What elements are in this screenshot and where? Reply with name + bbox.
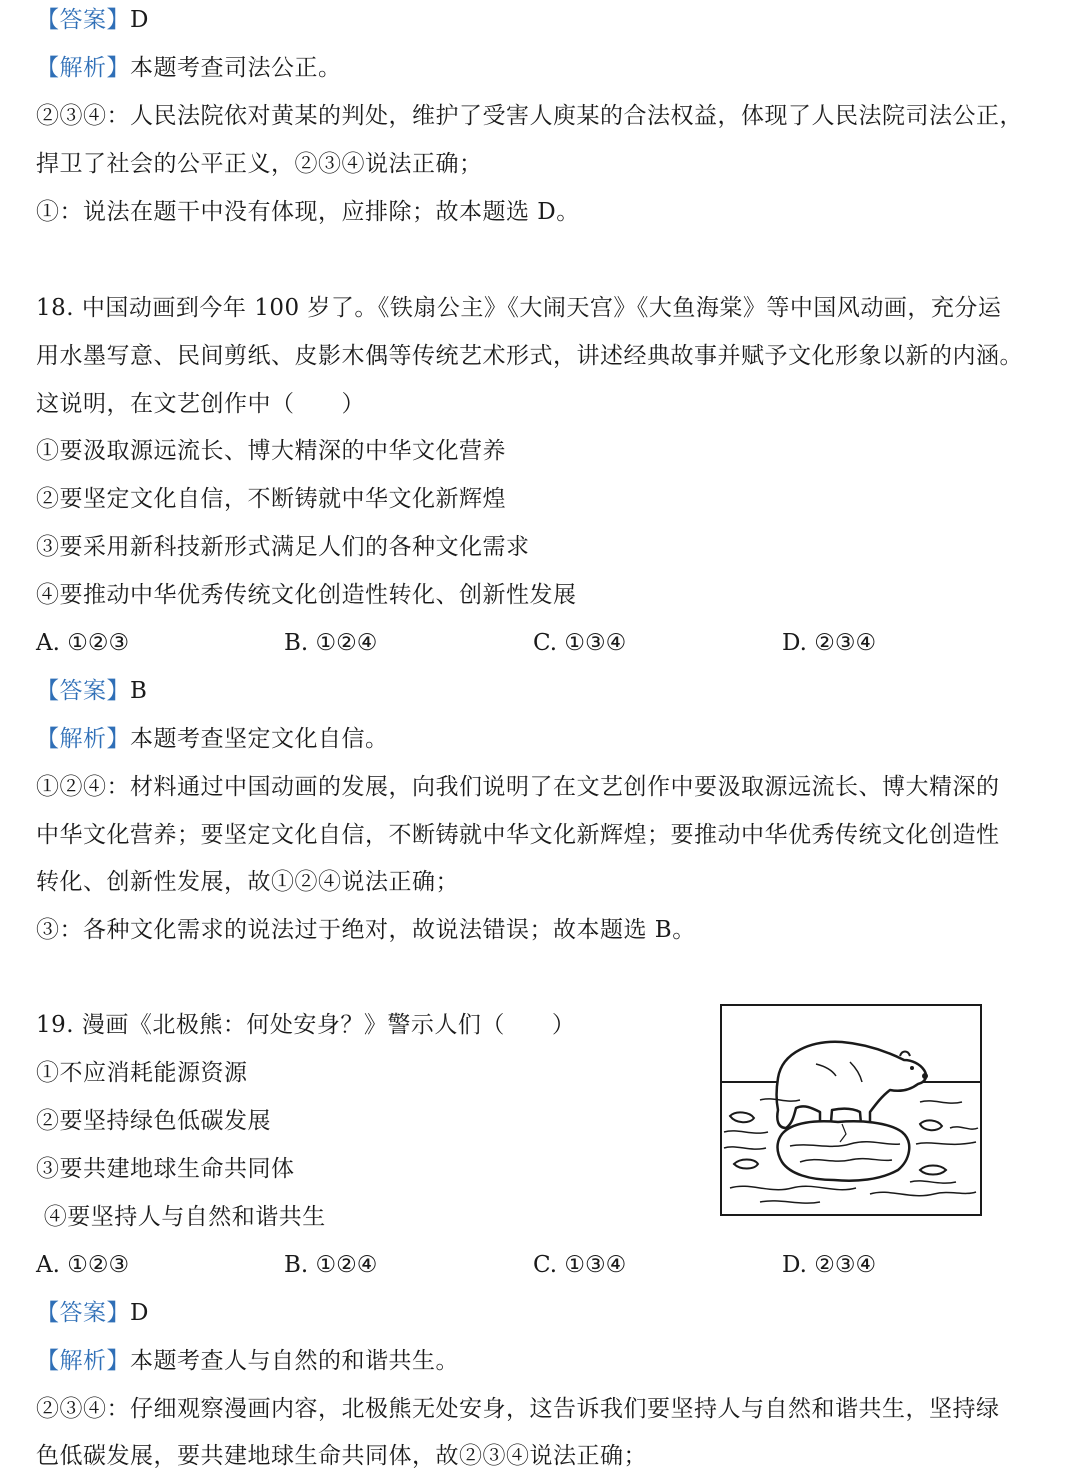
analysis-tag: 【解析】	[36, 1348, 130, 1374]
answer-line-18	[36, 676, 147, 706]
question-19-item: ②要坚持绿色低碳发展	[36, 1108, 271, 1134]
question-18-item: ③要采用新科技新形式满足人们的各种文化需求	[36, 534, 530, 560]
explanation-line: 捍卫了社会的公平正义，②③④说法正确；	[36, 151, 483, 177]
answer-value: B	[130, 678, 148, 704]
answer-tag: 【答案】	[36, 7, 130, 33]
explanation-line: 转化、创新性发展，故①②④说法正确；	[36, 869, 459, 895]
question-18-option-a: A. ①②③	[36, 630, 130, 656]
question-19-stem: 19. 漫画《北极熊：何处安身？》警示人们（ ）	[36, 1012, 576, 1038]
question-18-option-b: B. ①②④	[284, 630, 378, 656]
explanation-line: ②③④：人民法院依对黄某的判处，维护了受害人庾某的合法权益，体现了人民法院司法公正，	[36, 103, 1023, 129]
question-18-option-c: C. ①③④	[533, 630, 627, 656]
answer-value: D	[130, 7, 149, 33]
question-19-option-b: B. ①②④	[284, 1252, 378, 1278]
explanation-line: 色低碳发展，要共建地球生命共同体，故②③④说法正确；	[36, 1443, 647, 1469]
question-18-stem: 这说明，在文艺创作中（ ）	[36, 391, 365, 417]
analysis-text: 本题考查司法公正。	[130, 55, 342, 81]
question-19-item: ③要共建地球生命共同体	[36, 1156, 295, 1182]
explanation-line: ①②④：材料通过中国动画的发展，向我们说明了在文艺创作中要汲取源远流长、博大精深的	[36, 774, 1000, 800]
analysis-text: 本题考查坚定文化自信。	[130, 726, 389, 752]
question-18-item: ④要推动中华优秀传统文化创造性转化、创新性发展	[36, 582, 577, 608]
analysis-text: 本题考查人与自然的和谐共生。	[130, 1348, 459, 1374]
explanation-line: ②③④：仔细观察漫画内容，北极熊无处安身，这告诉我们要坚持人与自然和谐共生，坚持绿	[36, 1396, 1000, 1422]
question-19-item: ①不应消耗能源资源	[36, 1060, 248, 1086]
analysis-line-18	[36, 724, 389, 754]
explanation-line: ③：各种文化需求的说法过于绝对，故说法错误；故本题选 B。	[36, 917, 696, 943]
question-18-stem: 18. 中国动画到今年 100 岁了。《铁扇公主》《大闹天宫》《大鱼海棠》等中国风动画，充分运	[36, 295, 1002, 321]
analysis-tag: 【解析】	[36, 726, 130, 752]
question-19-option-d: D. ②③④	[782, 1252, 877, 1278]
explanation-line: 中华文化营养；要坚定文化自信，不断铸就中华文化新辉煌；要推动中华优秀传统文化创造性	[36, 822, 1000, 848]
answer-line-17	[36, 5, 149, 35]
question-19-option-c: C. ①③④	[533, 1252, 627, 1278]
answer-tag: 【答案】	[36, 678, 130, 704]
question-19-item: ④要坚持人与自然和谐共生	[36, 1204, 326, 1230]
question-18-stem: 用水墨写意、民间剪纸、皮影木偶等传统艺术形式，讲述经典故事并赋予文化形象以新的内涵。	[36, 343, 1023, 369]
answer-tag: 【答案】	[36, 1300, 130, 1326]
question-19-option-a: A. ①②③	[36, 1252, 130, 1278]
polar-bear-on-ice-floe-icon	[720, 1004, 982, 1216]
question-18-item: ②要坚定文化自信，不断铸就中华文化新辉煌	[36, 486, 506, 512]
answer-value: D	[130, 1300, 149, 1326]
answer-line-19	[36, 1298, 149, 1328]
explanation-line: ①：说法在题干中没有体现，应排除；故本题选 D。	[36, 199, 580, 225]
analysis-tag: 【解析】	[36, 55, 130, 81]
analysis-line-19	[36, 1346, 459, 1376]
polar-bear-cartoon	[720, 1004, 982, 1216]
analysis-line-17	[36, 53, 342, 83]
question-18-option-d: D. ②③④	[782, 630, 877, 656]
question-18-item: ①要汲取源远流长、博大精深的中华文化营养	[36, 438, 506, 464]
